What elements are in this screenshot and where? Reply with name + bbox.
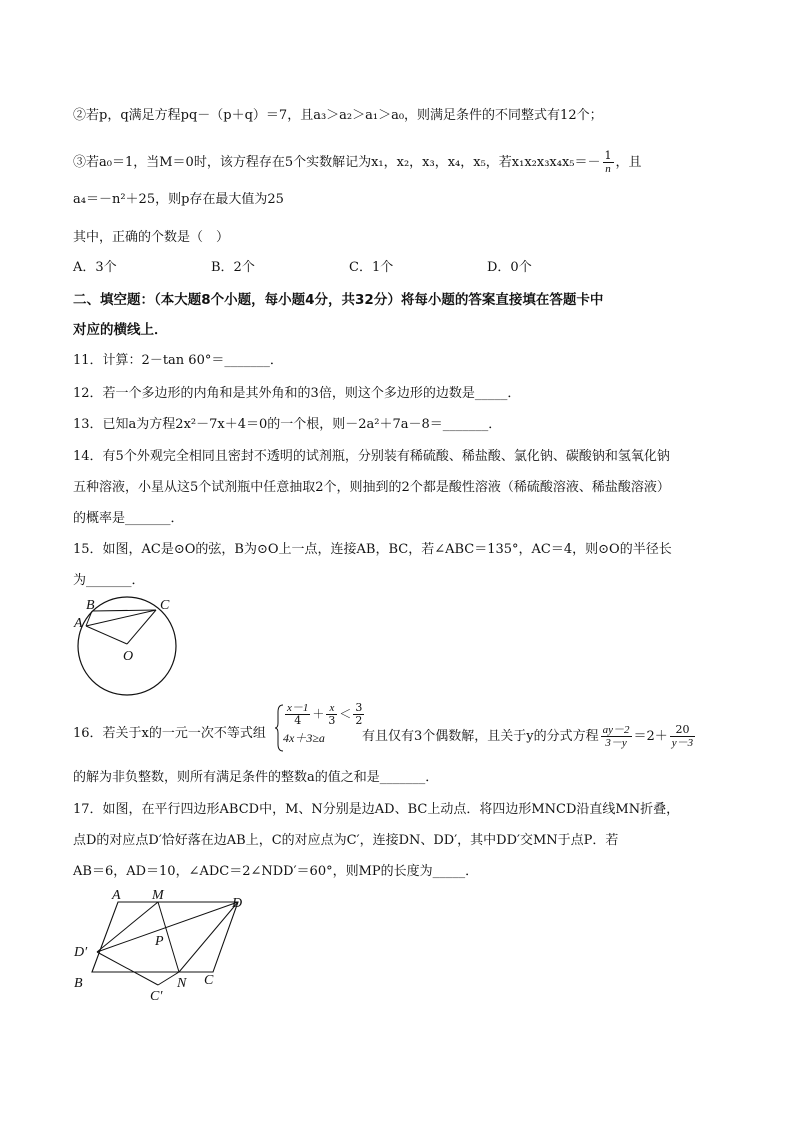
segment-md-prime — [97, 902, 158, 952]
q10-frac-den: n — [605, 163, 611, 175]
q16-frac-eq-1 — [601, 724, 632, 749]
q10-statement-3b: a₄＝－n²＋25，则p存在最大值为25 — [73, 192, 284, 207]
q16-ineq-2: 4x＋3≥a — [283, 731, 325, 745]
label-p: P — [155, 934, 164, 949]
q17-line1: 17．如图，在平行四边形ABCD中，M、N分别是边AD、BC上动点．将四边形MNCD沿直线MN折叠， — [73, 802, 680, 817]
q14-line2: 五种溶液，小星从这5个试剂瓶中任意抽取2个，则抽到的2个都是酸性溶液（稀硫酸溶液、稀盐酸溶液） — [73, 480, 670, 495]
label-a: A — [112, 890, 121, 903]
section2-heading: 二、填空题：（本大题8个小题，每小题4分，共32分）将每小题的答案直接填在答题卡中 — [73, 292, 604, 308]
label-c-prime: C′ — [150, 989, 163, 1004]
q15-line1: 15．如图，AC是⊙O的弦，B为⊙O上一点，连接AB，BC，若∠ABC＝135°，AC＝4，则⊙O的半径长 — [73, 542, 672, 557]
q16-middle — [362, 724, 697, 749]
q16-frac-2 — [326, 702, 337, 727]
q16-ineq-1 — [283, 702, 366, 727]
q10-statement-3a-text: ③若a₀＝1，当M＝0时，该方程存在5个实数解记为x₁，x₂，x₃，x₄，x₅，若x₁x₂x₃x₄x₅＝－ — [73, 155, 601, 170]
q16-f1-num: ay－2 — [602, 724, 630, 736]
q16-inequality-system — [283, 702, 366, 746]
label-o: O — [123, 649, 134, 664]
q12: 12．若一个多边形的内角和是其外角和的3倍，则这个多边形的边数是_____． — [73, 386, 521, 401]
left-brace-icon — [275, 704, 285, 752]
chord-ac — [86, 610, 156, 626]
q16-frac-1-num: x－1 — [287, 702, 309, 714]
q10-statement-3a — [73, 150, 754, 175]
q16-frac-3-den: 2 — [355, 714, 363, 727]
label-b: B — [86, 598, 95, 613]
q10-question: 其中，正确的个数是（ ） — [73, 230, 230, 245]
q16-line2: 的解为非负整数，则所有满足条件的整数a的值之和是_______． — [73, 770, 439, 785]
q16-frac-2-den: 3 — [328, 714, 336, 727]
q10-statement-3a-end: ，且 — [615, 155, 642, 170]
section2-heading-cont: 对应的横线上． — [73, 322, 168, 338]
radius-oa — [86, 626, 127, 644]
q16-f1-den: 3－y — [605, 737, 627, 749]
label-m: M — [152, 890, 164, 903]
q16-frac-3-num: 3 — [355, 701, 363, 714]
option-b: B．2个 — [211, 260, 255, 275]
q17-line3: AB＝6，AD＝10，∠ADC＝2∠NDD′＝60°，则MP的长度为_____． — [73, 864, 479, 879]
q15-line2: 为_______． — [73, 573, 145, 588]
q16-frac-eq-2 — [670, 724, 695, 749]
label-d-prime: D′ — [74, 945, 88, 960]
label-n: N — [177, 976, 187, 991]
q14-line1: 14．有5个外观完全相同且密封不透明的试剂瓶，分别装有稀硫酸、稀盐酸、氯化钠、碳酸钠和氢氧化钠 — [73, 449, 670, 464]
label-a: A — [74, 616, 83, 631]
label-c: C — [160, 598, 170, 613]
q10-fraction — [603, 150, 614, 175]
segment-c-prime-n — [158, 972, 179, 985]
q16-frac-1 — [285, 702, 310, 727]
q16-plus: ＋ — [312, 707, 325, 721]
q10-frac-num: 1 — [604, 149, 612, 162]
q16-f2-num: 20 — [670, 724, 695, 737]
segment-d-prime-c-prime — [97, 952, 158, 985]
option-a: A．3个 — [73, 260, 117, 275]
option-c: C．1个 — [349, 260, 394, 275]
option-d: D．0个 — [487, 260, 532, 275]
segment-bc — [92, 610, 156, 611]
q16-prefix: 16．若关于x的一元一次不等式组 — [73, 726, 266, 741]
q17-parallelogram-figure — [66, 890, 266, 1005]
q16-eq: ＝2＋ — [633, 729, 668, 744]
q15-circle-figure — [70, 596, 180, 700]
q16-frac-1-den: 4 — [294, 714, 302, 727]
q16-lt: ＜ — [339, 707, 352, 721]
q11: 11．计算：2－tan 60°＝_______． — [73, 353, 283, 368]
q10-statement-2: ②若p，q满足方程pq－（p＋q）＝7，且a₃＞a₂＞a₁＞a₀，则满足条件的不同整式有12个； — [73, 108, 603, 123]
q13: 13．已知a为方程2x²－7x＋4＝0的一个根，则－2a²＋7a－8＝_______． — [73, 417, 502, 432]
label-d: D — [232, 896, 243, 911]
radius-oc — [127, 610, 156, 644]
q16-frac-2-num: x — [326, 702, 337, 715]
q16-f2-den: y－3 — [671, 737, 694, 749]
q17-line2: 点D的对应点D′恰好落在边AB上，C的对应点为C′，连接DN、DD′，其中DD′交MN于点P．若 — [73, 833, 619, 848]
label-b: B — [74, 976, 83, 991]
label-c: C — [204, 973, 214, 988]
q14-line3: 的概率是_______． — [73, 511, 184, 526]
q16-mid-text: 有且仅有3个偶数解，且关于y的分式方程 — [362, 729, 599, 744]
